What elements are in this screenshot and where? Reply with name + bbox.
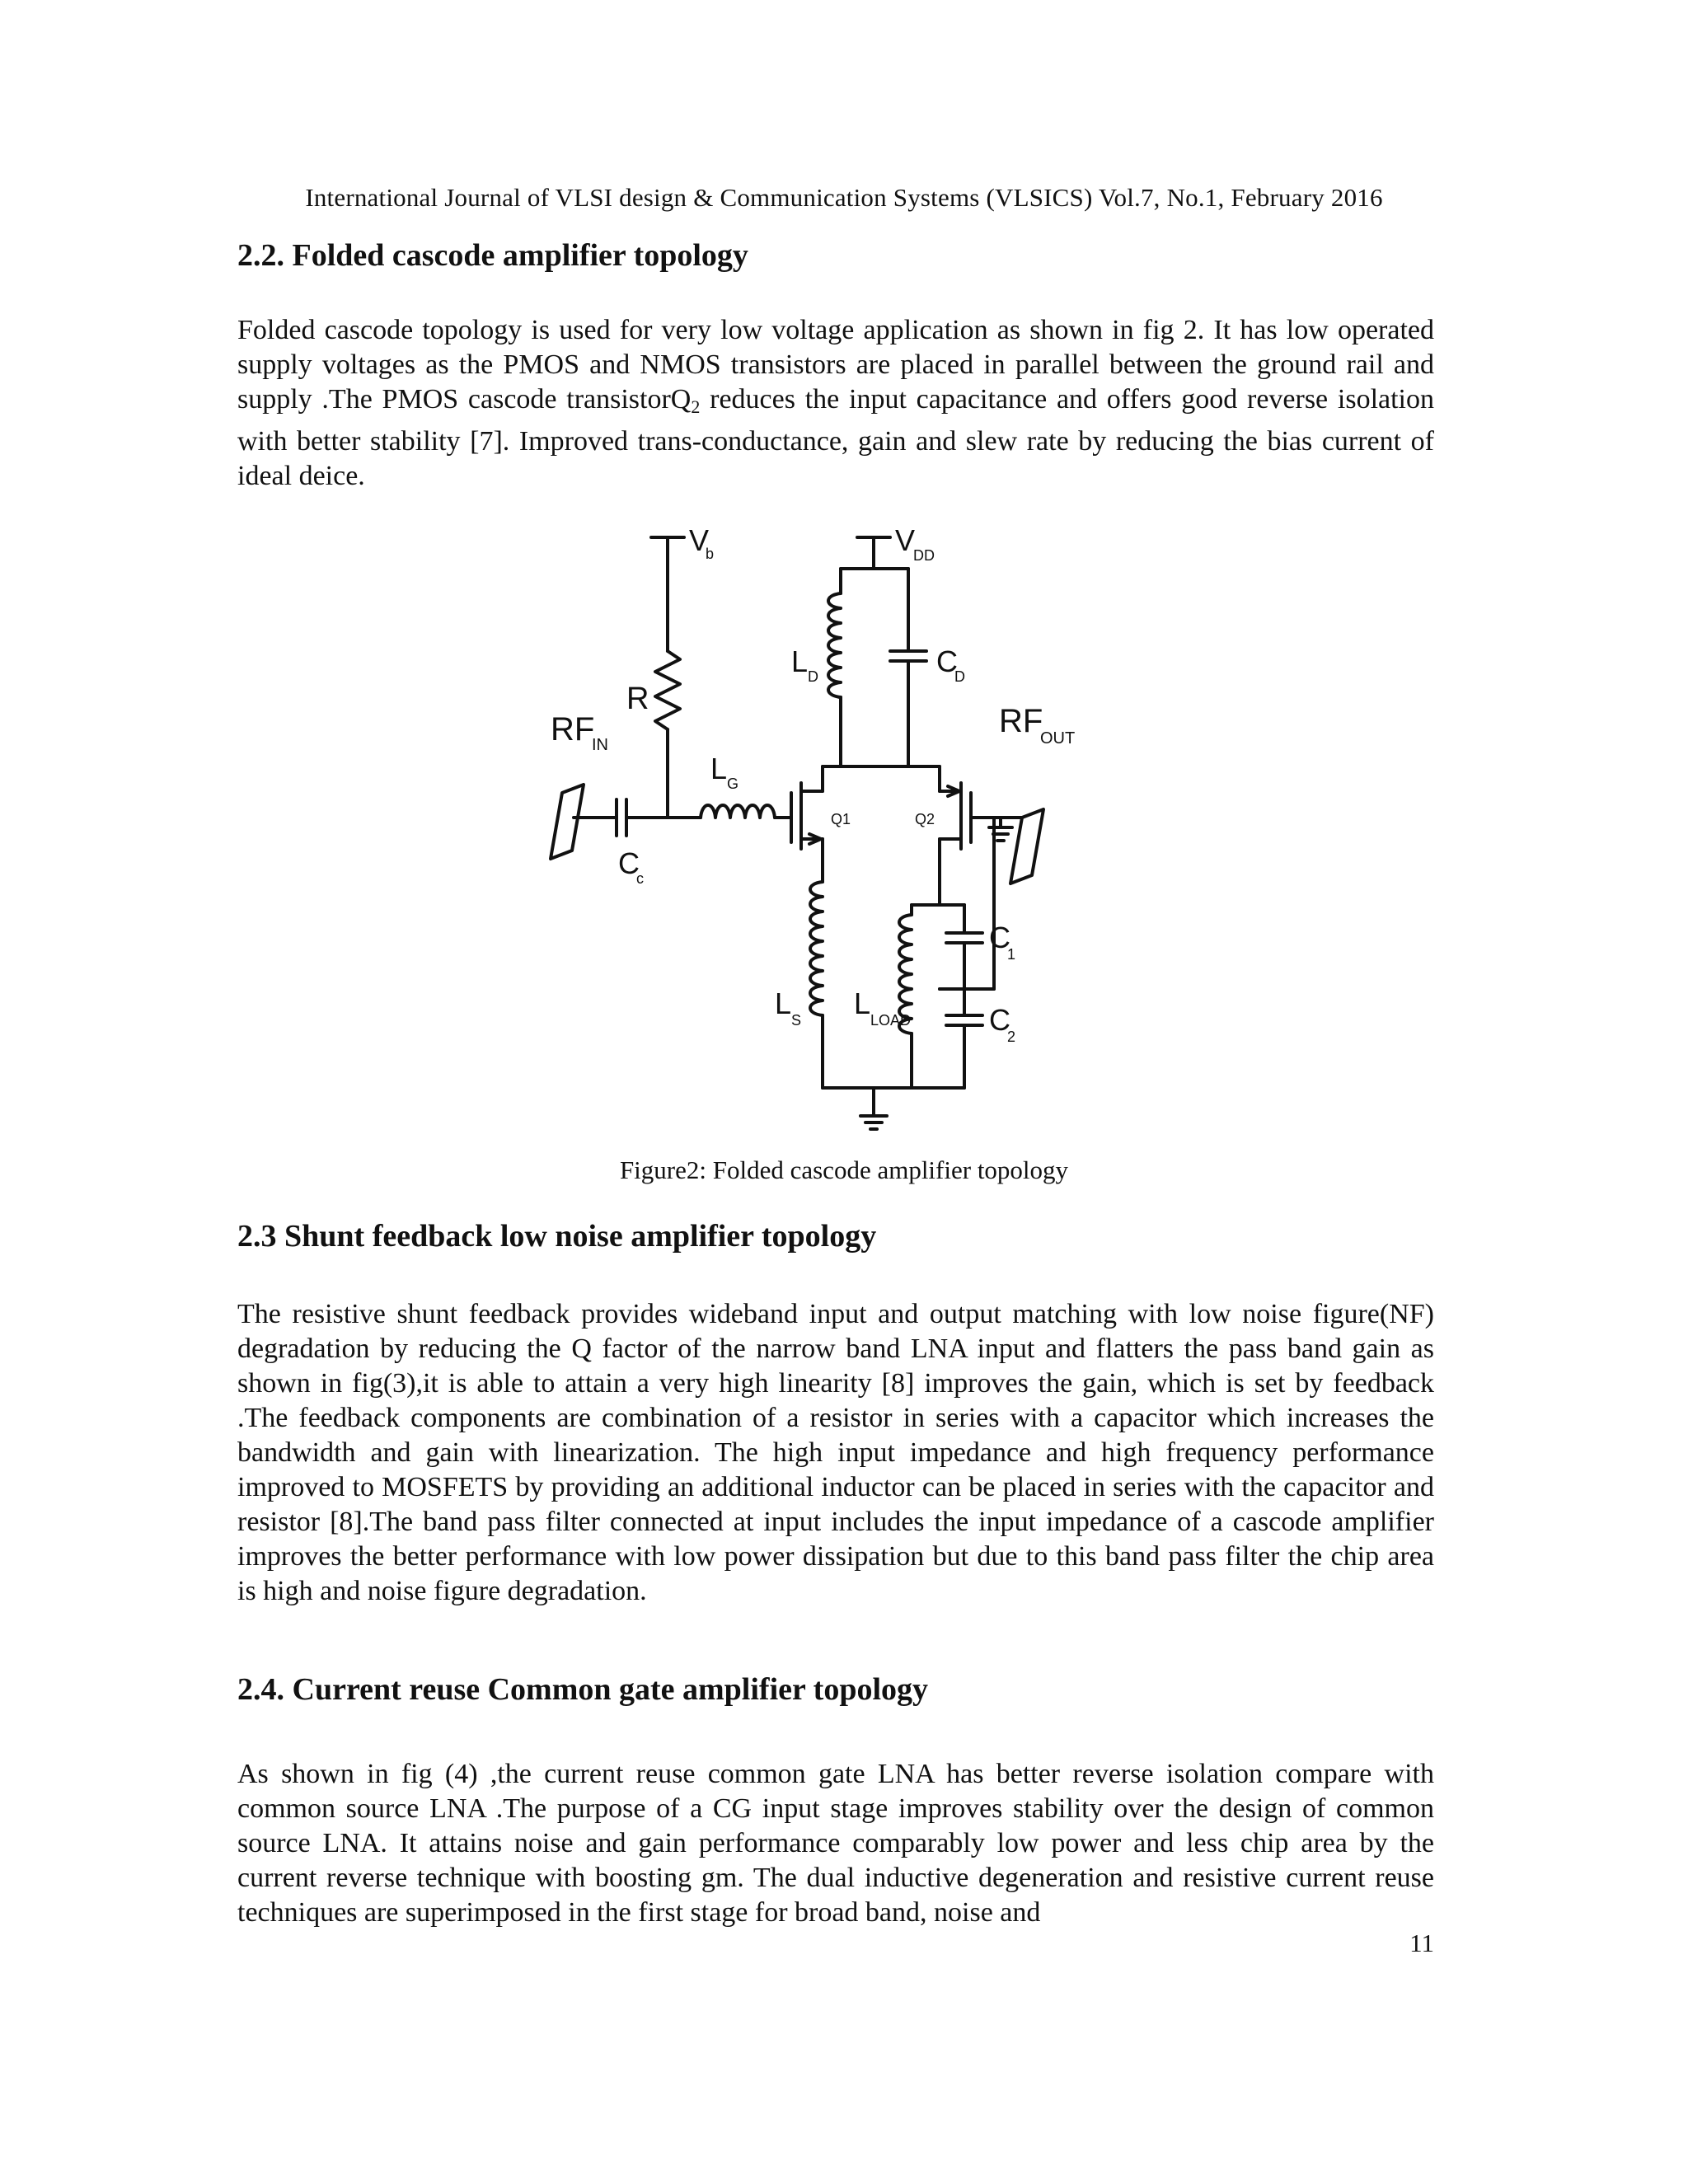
heading-folded-cascode: 2.2. Folded cascode amplifier topology (237, 238, 748, 273)
transistor-q1 (791, 766, 823, 882)
drain-inductor-ld (828, 593, 841, 697)
lload-label: L (854, 987, 871, 1020)
gate-inductor-lg (701, 805, 775, 818)
rf-in-port-symbol (551, 785, 584, 859)
cd-label-sub: D (954, 668, 965, 685)
c1-label-sub: 1 (1007, 946, 1016, 963)
vdd-supply-symbol (857, 537, 890, 569)
rf-in-label-sub: IN (592, 736, 608, 754)
c2-label: C (989, 1003, 1010, 1037)
q1-label: Q1 (831, 811, 851, 827)
lg-label: L (710, 752, 728, 785)
transistor-q2 (940, 766, 971, 890)
vdd-label-sub: DD (913, 547, 935, 564)
paragraph-folded-cascode-part2: reduces the input capacitance and offers good reverse isolation with better stability [7]. Improved trans-conductance, gain and slew rate by reducing the bias current of ideal deice. (237, 384, 1435, 491)
ground-symbol (860, 1116, 887, 1129)
rf-out-port-symbol (1010, 809, 1043, 883)
source-inductor-ls (810, 882, 823, 1015)
heading-current-reuse: 2.4. Current reuse Common gate amplifier topology (237, 1672, 929, 1707)
heading-shunt-feedback: 2.3 Shunt feedback low noise amplifier topology (237, 1219, 877, 1254)
cc-label-sub: c (636, 870, 644, 887)
q2-subscript: 2 (691, 396, 701, 417)
rf-in-label: RF (551, 711, 595, 748)
resistor-r (655, 651, 680, 729)
r-label: R (626, 682, 649, 716)
cc-label: C (618, 846, 640, 880)
journal-header: International Journal of VLSI design & Communication Systems (VLSICS) Vol.7, No.1, February 2016 (305, 183, 1383, 212)
ls-label-sub: S (791, 1012, 802, 1029)
lload-label-sub: LOAD (870, 1012, 912, 1029)
vb-supply-symbol (651, 537, 684, 651)
ld-label: L (791, 644, 809, 678)
paragraph-folded-cascode (237, 313, 1434, 494)
rf-out-label: RF (999, 703, 1043, 739)
figure-caption: Figure2: Folded cascode amplifier topology (619, 1155, 1069, 1184)
lg-label-sub: G (727, 776, 739, 792)
folded-cascode-circuit-diagram (528, 511, 1154, 1154)
q2-label: Q2 (915, 811, 935, 827)
cd-label: C (936, 644, 958, 678)
vb-label-sub: b (706, 546, 715, 562)
c1-label: C (989, 921, 1010, 954)
page-number: 11 (1409, 1929, 1434, 1957)
c2-label-sub: 2 (1007, 1029, 1016, 1045)
ls-label: L (775, 987, 792, 1020)
vdd-label: V (895, 523, 916, 557)
paragraph-folded-cascode-part1: Folded cascode topology is used for very low voltage application as shown in fig 2. It has low operated supply voltages as the PMOS and NMOS transistors are placed in parallel between the ground rail and supply .The PMOS cascode transistorQ (237, 315, 1434, 415)
rf-out-label-sub: OUT (1040, 729, 1076, 748)
vb-label: V (689, 523, 710, 557)
ld-label-sub: D (808, 668, 818, 685)
paragraph-current-reuse: As shown in fig (4) ,the current reuse common gate LNA has better reverse isolation compare with common source LNA .The purpose of a CG input stage improves stability over the design of common source LNA. It attains noise and gain performance comparably low power and less chip area by the current reverse technique with boosting gm. The dual inductive degeneration and resistive current reuse techniques are superimposed in the first stage for broad band, noise and (237, 1759, 1434, 1928)
paragraph-shunt-feedback: The resistive shunt feedback provides wideband input and output matching with low noise figure(NF) degradation by reducing the Q factor of the narrow band LNA input and flatters the pass band gain as shown in fig(3),it is able to attain a very high linearity [8] improves the gain, which is set by feedback .The feedback components are combination of a resistor in series with a capacitor which increases the bandwidth and gain with linearization. The high input impedance and high frequency performance improved to MOSFETS by providing an additional inductor can be placed in series with the capacitor and resistor [8].The band pass filter connected at input includes the input impedance of a cascode amplifier improves the better performance with low power dissipation but due to this band pass filter the chip area is high and noise figure degradation. (237, 1299, 1434, 1606)
